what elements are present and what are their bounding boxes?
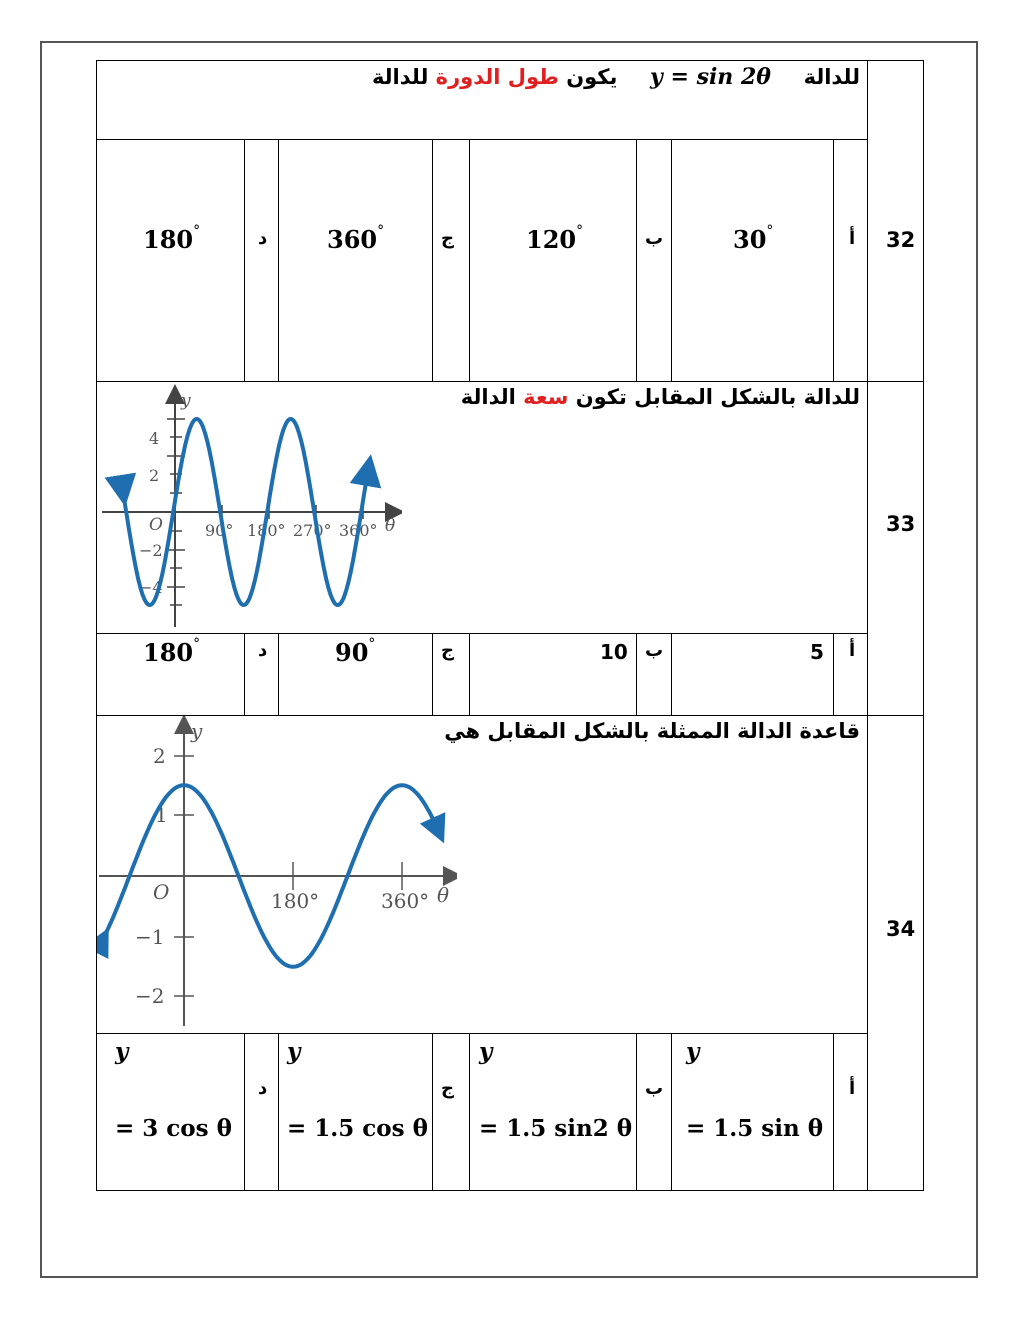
option-value-b-text: 120 bbox=[526, 225, 577, 254]
q34-graph bbox=[97, 716, 457, 1032]
q33-graph bbox=[97, 382, 402, 632]
option-letter-b: ب bbox=[645, 640, 664, 661]
degree-sign: ° bbox=[766, 223, 774, 239]
x-tick-label: 180° bbox=[271, 889, 320, 913]
y-tick-label: 2 bbox=[149, 466, 160, 485]
degree-sign: ° bbox=[193, 636, 201, 652]
option-letter-d: د bbox=[258, 228, 268, 249]
q32-equation: y = sin 2θ bbox=[650, 64, 771, 90]
question-text-34: قاعدة الدالة الممثلة بالشكل المقابل هي bbox=[444, 719, 860, 743]
option-letter-c: ج bbox=[441, 640, 454, 661]
option-value-d-text: 180 bbox=[143, 638, 194, 667]
option-value-a[interactable] bbox=[810, 640, 824, 664]
y-tick-label: −2 bbox=[135, 984, 165, 1008]
option-value-c-text: 360 bbox=[327, 225, 378, 254]
q32-highlight: طول الدورة bbox=[435, 65, 559, 89]
option-y-a: y bbox=[686, 1038, 700, 1065]
q33-highlight: سعة bbox=[523, 385, 569, 409]
y-tick-label: 4 bbox=[149, 429, 160, 448]
x-tick-label: 360° bbox=[381, 889, 430, 913]
degree-sign: ° bbox=[576, 223, 584, 239]
y-axis-label: y bbox=[181, 391, 191, 411]
option-letter-d: د bbox=[258, 640, 268, 661]
y-tick-label: −2 bbox=[139, 541, 163, 560]
option-letter-c: ج bbox=[441, 228, 454, 249]
option-y-c: y bbox=[287, 1038, 301, 1065]
option-value-a-text: 5 bbox=[810, 640, 824, 664]
x-tick-label: 90° bbox=[205, 521, 234, 540]
option-value-b[interactable] bbox=[600, 640, 628, 664]
option-value-d[interactable] bbox=[143, 225, 200, 254]
x-tick-label: 270° bbox=[293, 521, 332, 540]
q33-suffix: الدالة bbox=[460, 385, 516, 409]
y-tick-label: −4 bbox=[139, 578, 163, 597]
y-tick-label: −1 bbox=[135, 925, 165, 949]
option-value-d[interactable]: = 3 cos θ bbox=[115, 1115, 232, 1142]
option-value-a-text: 30 bbox=[733, 225, 767, 254]
q32-suffix: للدالة bbox=[371, 65, 429, 89]
degree-sign: ° bbox=[193, 223, 201, 239]
option-value-d[interactable] bbox=[143, 638, 200, 667]
q32-prefix: للدالة bbox=[803, 65, 860, 89]
option-y-b: y bbox=[479, 1038, 493, 1065]
degree-sign: ° bbox=[368, 636, 376, 652]
option-letter-d: د bbox=[258, 1078, 268, 1099]
question-number-33: 33 bbox=[886, 512, 916, 536]
origin-label: O bbox=[149, 515, 163, 535]
option-value-b[interactable] bbox=[526, 225, 583, 254]
option-value-b-text: 10 bbox=[600, 640, 628, 664]
degree-sign: ° bbox=[377, 223, 385, 239]
option-letter-a: أ bbox=[849, 640, 856, 661]
y-tick-label: 2 bbox=[153, 744, 166, 768]
x-tick-label: 360° bbox=[339, 521, 378, 540]
question-text-32 bbox=[372, 64, 860, 90]
option-value-c[interactable] bbox=[335, 638, 375, 667]
question-number-34: 34 bbox=[886, 917, 916, 941]
option-letter-b: ب bbox=[645, 228, 664, 249]
option-letter-b: ب bbox=[645, 1078, 664, 1099]
option-letter-a: أ bbox=[849, 1078, 856, 1099]
x-axis-label: θ bbox=[437, 883, 450, 907]
q33-prefix: للدالة بالشكل المقابل تكون bbox=[575, 385, 860, 409]
x-axis-label: θ bbox=[385, 516, 396, 536]
option-y-d: y bbox=[115, 1038, 129, 1065]
question-number-32: 32 bbox=[886, 228, 916, 252]
option-value-b[interactable]: = 1.5 sin2 θ bbox=[479, 1115, 633, 1142]
origin-label: O bbox=[153, 880, 170, 904]
option-value-a[interactable]: = 1.5 sin θ bbox=[686, 1115, 824, 1142]
option-value-c[interactable]: = 1.5 cos θ bbox=[287, 1115, 428, 1142]
q32-mid: يكون bbox=[566, 65, 618, 89]
x-tick-label: 180° bbox=[247, 521, 286, 540]
question-text-33 bbox=[461, 385, 860, 409]
option-letter-c: ج bbox=[441, 1078, 454, 1099]
y-axis-label: y bbox=[191, 719, 203, 743]
option-value-c[interactable] bbox=[327, 225, 384, 254]
option-letter-a: أ bbox=[849, 228, 856, 249]
option-value-c-text: 90 bbox=[335, 638, 369, 667]
option-value-a[interactable] bbox=[733, 225, 773, 254]
y-tick-label: 1 bbox=[155, 803, 168, 827]
option-value-d-text: 180 bbox=[143, 225, 194, 254]
